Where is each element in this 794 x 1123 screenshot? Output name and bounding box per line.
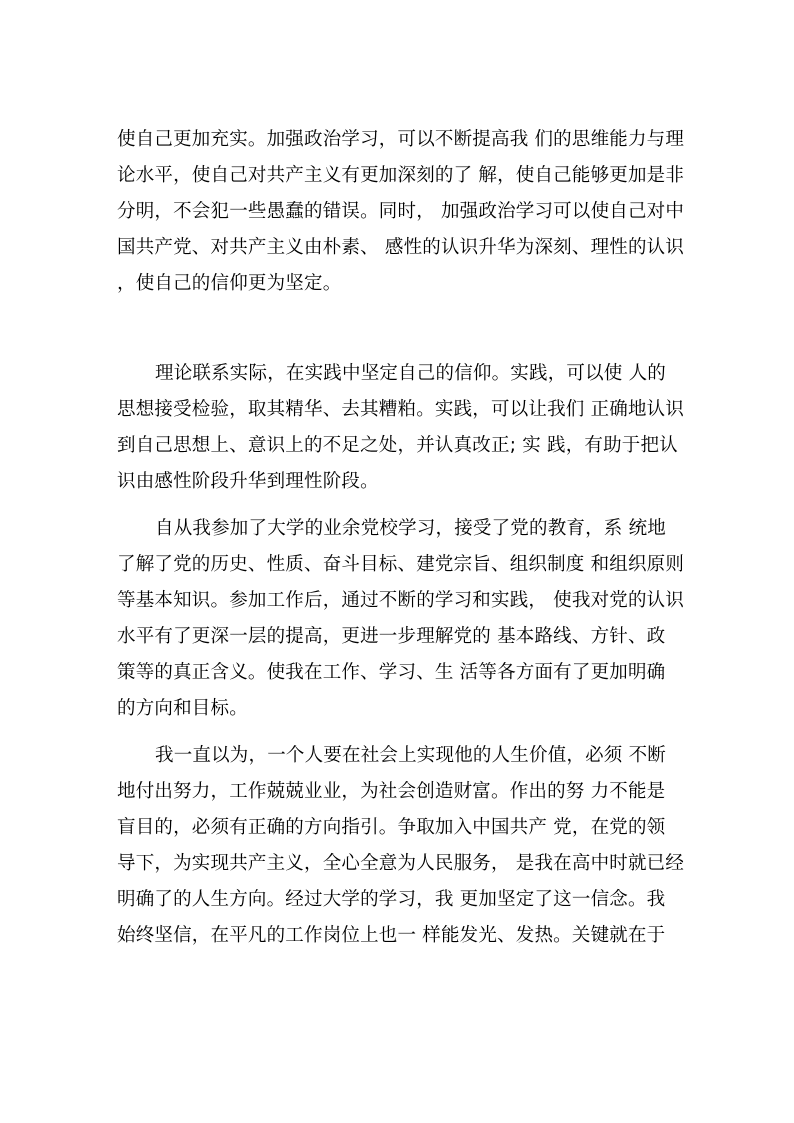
paragraph-3-line-3: 等基本知识。参加工作后，通过不断的学习和实践， 使我对党的认识 bbox=[117, 590, 685, 611]
paragraph-3-line-4: 水平有了更深一层的提高，更进一步理解党的 基本路线、方针、政 bbox=[117, 626, 666, 647]
paragraph-4-line-5: 明确了的人生方向。经过大学的学习，我 更加坚定了这一信念。我 bbox=[117, 889, 666, 910]
paragraph-2-line-4: 识由感性阶段升华到理性阶段。 bbox=[117, 471, 379, 492]
paragraph-4-line-2: 地付出努力，工作兢兢业业，为社会创造财富。作出的努 力不能是 bbox=[117, 781, 666, 802]
paragraph-3-line-1: 自从我参加了大学的业余党校学习，接受了党的教育，系 统地 bbox=[155, 518, 666, 539]
paragraph-2-line-1: 理论联系实际，在实践中坚定自己的信仰。实践，可以使 人的 bbox=[155, 363, 666, 384]
paragraph-4-line-3: 盲目的，必须有正确的方向指引。争取加入中国共产 党，在党的领 bbox=[117, 817, 666, 838]
paragraph-1-line-2: 论水平，使自己对共产主义有更加深刻的了 解，使自己能够更加是非 bbox=[117, 165, 685, 186]
paragraph-2-line-2: 思想接受检验，取其精华、去其糟粕。实践，可以让我们 正确地认识 bbox=[117, 399, 685, 420]
paragraph-4-line-1: 我一直以为，一个人要在社会上实现他的人生价值，必须 不断 bbox=[155, 745, 666, 766]
paragraph-1-line-3: 分明，不会犯一些愚蠢的错误。同时， 加强政治学习可以使自己对中 bbox=[117, 201, 685, 222]
paragraph-1-line-5: ，使自己的信仰更为坚定。 bbox=[117, 273, 342, 294]
paragraph-1-line-4: 国共产党、对共产主义由朴素、 感性的认识升华为深刻、理性的认识 bbox=[117, 237, 685, 258]
paragraph-3-line-2: 了解了党的历史、性质、奋斗目标、建党宗旨、组织制度 和组织原则 bbox=[117, 554, 685, 575]
paragraph-1-line-1: 使自己更加充实。加强政治学习，可以不断提高我 们的思维能力与理 bbox=[117, 129, 685, 150]
paragraph-3-line-6: 的方向和目标。 bbox=[117, 698, 248, 719]
paragraph-4-line-6: 始终坚信，在平凡的工作岗位上也一 样能发光、发热。关键就在于 bbox=[117, 925, 666, 946]
paragraph-2-line-3: 到自己思想上、意识上的不足之处，并认真改正; 实 践，有助于把认 bbox=[117, 435, 678, 456]
paragraph-4-line-4: 导下，为实现共产主义，全心全意为人民服务， 是我在高中时就已经 bbox=[117, 853, 685, 874]
paragraph-3-line-5: 策等的真正含义。使我在工作、学习、生 活等各方面有了更加明确 bbox=[117, 662, 666, 683]
